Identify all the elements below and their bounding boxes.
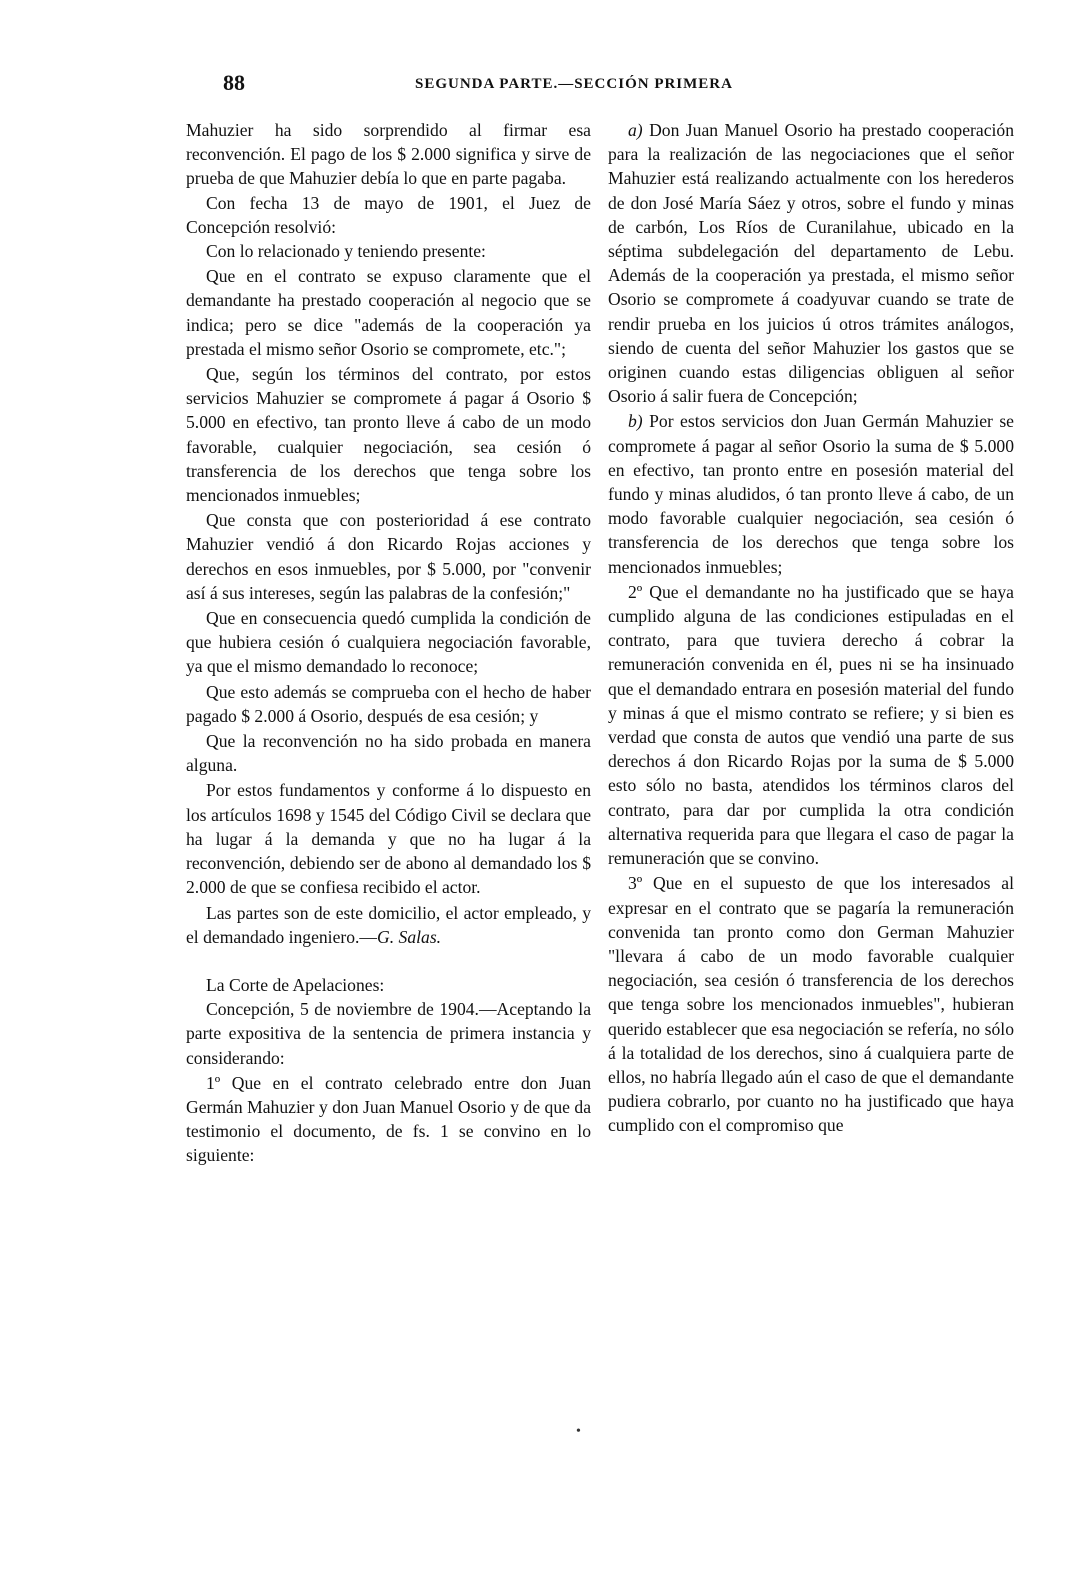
page-number: 88 [223,70,245,95]
item-b [608,409,1014,578]
paragraph: Mahuzier ha sido sorprendido al firmar esa reconvención. El pago de los $ 2.000 significa y sirve de prueba de que Mahuzier debía lo que en parte pagaba. [186,120,591,189]
paragraph: Por estos fundamentos y conforme á lo dispuesto en los artículos 1698 y 1545 del Código Civil se declara que ha lugar á la demanda y que no ha lugar á la reconvención, debiendo ser de abono al demandado los $ 2.000 de que se confiesa recibido el actor. [186,780,591,898]
paragraph: Que consta que con posterioridad á ese contrato Mahuzier vendió á don Ricardo Rojas acciones y derechos en esos inmuebles, por $ 5.000, por "convenir así á sus intereses, según las palabras de la confesión;" [186,510,591,603]
item-a-label: a) [628,120,643,140]
paragraph: La Corte de Apelaciones: [206,974,385,995]
item-a-text: Don Juan Manuel Osorio ha prestado cooperación para la realización de las negociaciones que el señor Mahuzier está realizando actualmente con los herederos de don José María Sáez y otros, sobre el fundo y minas de carbón, Los Ríos de Curanilahue, ubicado en la séptima subdelegación del departamento de Lebu. Además de la cooperación ya prestada, el mismo señor Osorio se compromete á coadyuvar cuando se trate de rendir prueba en los juicios ú otros trámites análogos, siendo de cuenta del señor Mahuzier los gastos que se originen cuando estas diligencias obliguen al señor Osorio á salir fuera de Concepción; [608,120,1014,407]
paragraph: Concepción, 5 de noviembre de 1904.—Aceptando la parte expositiva de la sentencia de primera instancia y considerando: [186,999,591,1068]
signature: G. Salas. [377,926,442,947]
item-b-label: b) [628,411,643,432]
right-column [608,118,1014,1138]
paragraph: 3º Que en el supuesto de que los interesados al expresar en el contrato que se pagaría la remuneración convenida tan pronto como don German Mahuzier "llevara á cabo de un modo favorable cualquier negociación, sea cesión ó transferencia de los derechos que tenga sobre los mencionados inmuebles", hubieran querido establecer que esa negociación se refería, no sólo á la totalidad de los derechos, sino á cualquiera parte de ellos, no habría llegado aún el caso de que el demandante pudiera cobrarlo, por cuanto no ha justificado que haya cumplido con el compromiso que [608,873,1014,1136]
running-title: SEGUNDA PARTE.—SECCIÓN PRIMERA [415,76,733,92]
left-column [186,118,591,1168]
paragraph-text: Las partes son de este domicilio, el actor empleado, y el demandado ingeniero.— [186,902,591,947]
paragraph: 1º Que en el contrato celebrado entre don Juan Germán Mahuzier y don Juan Manuel Osorio y de que da testimonio el documento, de fs. 1 se convino en lo siguiente: [186,1072,591,1166]
paragraph: Que en el contrato se expuso claramente que el demandante ha prestado cooperación al negocio que se indica; pero se dice "además de la cooperación ya prestada el mismo señor Osorio se compromete, etc."; [186,266,591,359]
item-b-text: Por estos servicios don Juan Germán Mahuzier se compromete á pagar al señor Osorio la suma de $ 5.000 en efectivo, tan pronto entre en posesión material del fundo y minas aludidos, ó tan pronto lleve á cabo, de un modo favorable cualquier negociación, sea cesión ó transferencia de los derechos que tenga sobre los mencionados inmuebles; [608,411,1014,577]
paragraph: Que esto además se comprueba con el hecho de haber pagado $ 2.000 á Osorio, después de esa cesión; y [186,681,591,726]
paragraph: Que la reconvención no ha sido probada en manera alguna. [186,731,591,776]
page-header [185,70,1012,100]
scan-speck: • [576,1424,581,1439]
paragraph: Con lo relacionado y teniendo presente: [206,241,486,262]
paragraph: Que en consecuencia quedó cumplida la condición de que hubiera cesión ó cualquiera negociación favorable, ya que el mismo demandado lo reconoce; [186,608,591,677]
paragraph: Que, según los términos del contrato, por estos servicios Mahuzier se compromete á pagar á Osorio $ 5.000 en efectivo, tan pronto lleve á cabo de un modo favorable, cualquier negociación, sea cesión ó transferencia de los derechos que tenga sobre los mencionados inmuebles; [186,364,591,506]
item-a [608,118,1014,408]
paragraph: Con fecha 13 de mayo de 1901, el Juez de Concepción resolvió: [186,192,591,237]
paragraph: 2º Que el demandante no ha justificado que se haya cumplido alguna de las condiciones estipuladas en el contrato, para que tuviera derecho á cobrar la remuneración convenida en él, pues ni se ha insinuado que el demandado entrara en posesión material del fundo y minas á que el mismo contrato se refiere; y si bien es verdad que consta de autos que vendió una parte de sus derechos á don Ricardo Rojas por la suma de $ 5.000 esto sólo no basta, atendidos los términos claros del contrato, para dar por cumplida la otra condición alternativa requerida para que llegara el caso de pagar la remuneración que se convino. [608,581,1014,869]
paragraph-with-signature [186,901,591,949]
